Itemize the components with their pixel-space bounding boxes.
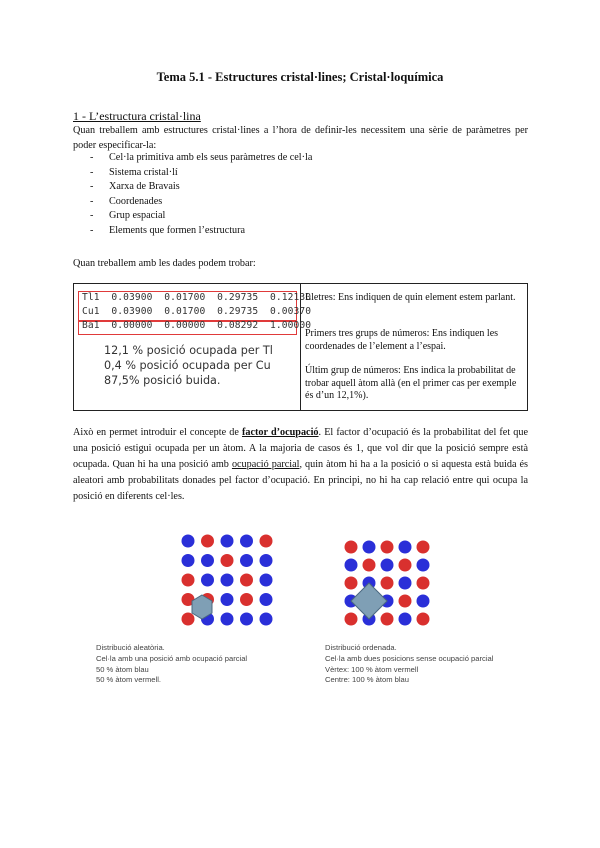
blue-atom (417, 559, 430, 572)
occupancy-paragraph: Això en permet introduir el concepte de factor d’ocupació. El factor d’ocupació és la probabilitat del fet que una posició estigui ocupada per un àtom. A la majoria de casos és 1, que vol dir que la posició sempre està ocupada. Quan hi ha una posició amb ocupació parcial, quin àtom hi ha a la posició o si aquesta està buida és aleatori amb probabilitats donades pel factor d’ocupació. En principi, no hi ha cap relació entre qui ocupa la posició en diferents cel·les. (73, 427, 529, 502)
occupancy-line: 12,1 % posició ocupada per Tl (104, 344, 273, 357)
list-item: - Coordenades (90, 195, 312, 210)
blue-atom (260, 574, 273, 587)
blue-atom (240, 554, 253, 567)
blue-atom (260, 613, 273, 626)
term-ocupacio-parcial: ocupació parcial (231, 459, 300, 470)
red-atom (381, 577, 394, 590)
list-item: - Sistema cristal·lí (90, 166, 312, 181)
intro-paragraph: Quan treballem amb estructures cristal·lines a l’hora de definir-les necessitem una sèrie de paràmetres per poder especificar-la: (73, 125, 528, 151)
red-atom (345, 613, 358, 626)
red-atom (260, 535, 273, 548)
note-occupancy: Últim grup de números: Ens indica la probabilitat de trobar aquell àtom allà (en el primer cas per exemple és d’un 12,1%). (305, 365, 517, 401)
note-letters: Lletres: Ens indiquen de quin element estem parlant. (305, 292, 516, 303)
occupancy-line: 87,5% posició buida. (104, 374, 221, 387)
red-atom (221, 554, 234, 567)
page-title: Tema 5.1 - Estructures cristal·lines; Cristal·loquímica (156, 70, 444, 84)
parameter-list (90, 151, 312, 239)
blue-atom (221, 535, 234, 548)
list-item: - Elements que formen l’estructura (90, 224, 312, 239)
red-atom (399, 595, 412, 608)
atom-row-ba: Ba1 0.00000 0.00000 0.08292 1.00000 (82, 320, 312, 331)
blue-atom (201, 554, 214, 567)
blue-atom (221, 574, 234, 587)
ordered-cell (351, 583, 387, 619)
left-figure-caption: Distribució aleatòria. Cel·la amb una posició amb ocupació parcial 50 % àtom blau 50 % àtom vermell. (96, 643, 248, 685)
blue-atom (260, 593, 273, 606)
red-atom (240, 574, 253, 587)
blue-atom (399, 541, 412, 554)
red-atom (345, 577, 358, 590)
red-atom (363, 559, 376, 572)
ordered-lattice-figure (335, 531, 435, 631)
red-atom (182, 613, 195, 626)
red-atom (399, 559, 412, 572)
data-table (73, 283, 528, 411)
red-atom (381, 613, 394, 626)
right-figure-caption: Distribució ordenada. Cel·la amb dues posicions sense ocupació parcial Vèrtex: 100 % àtom vermell Centre: 100 % àtom blau (325, 643, 494, 685)
term-factor-ocupacio: factor d’ocupació (242, 427, 319, 438)
blue-atom (399, 577, 412, 590)
atom-row-cu: Cu1 0.03900 0.01700 0.29735 0.00370 (82, 306, 312, 317)
red-atom (345, 541, 358, 554)
blue-atom (201, 574, 214, 587)
list-item: - Grup espacial (90, 209, 312, 224)
data-intro: Quan treballem amb les dades podem trobar: (73, 258, 256, 269)
blue-atom (363, 541, 376, 554)
red-atom (201, 535, 214, 548)
blue-atom (417, 595, 430, 608)
blue-atom (240, 535, 253, 548)
list-item: - Xarxa de Bravais (90, 180, 312, 195)
note-coordinates: Primers tres grups de números: Ens indiquen les coordenades de l’element a l’espai. (305, 328, 499, 352)
blue-atom (221, 593, 234, 606)
blue-atom (182, 535, 195, 548)
blue-atom (221, 613, 234, 626)
red-atom (417, 541, 430, 554)
blue-atom (260, 554, 273, 567)
red-atom (240, 593, 253, 606)
blue-atom (240, 613, 253, 626)
atom-row-tl: Tl1 0.03900 0.01700 0.29735 0.12130 (82, 292, 312, 303)
blue-atom (345, 559, 358, 572)
red-atom (417, 613, 430, 626)
blue-atom (182, 554, 195, 567)
list-item: - Cel·la primitiva amb els seus paràmetres de cel·la (90, 151, 312, 166)
red-atom (182, 574, 195, 587)
section-heading: 1 - L’estructura cristal·lina (73, 109, 201, 123)
red-atom (381, 541, 394, 554)
blue-atom (381, 559, 394, 572)
occupancy-line: 0,4 % posició ocupada per Cu (104, 359, 271, 372)
random-lattice-figure (178, 531, 278, 631)
blue-atom (399, 613, 412, 626)
red-atom (417, 577, 430, 590)
